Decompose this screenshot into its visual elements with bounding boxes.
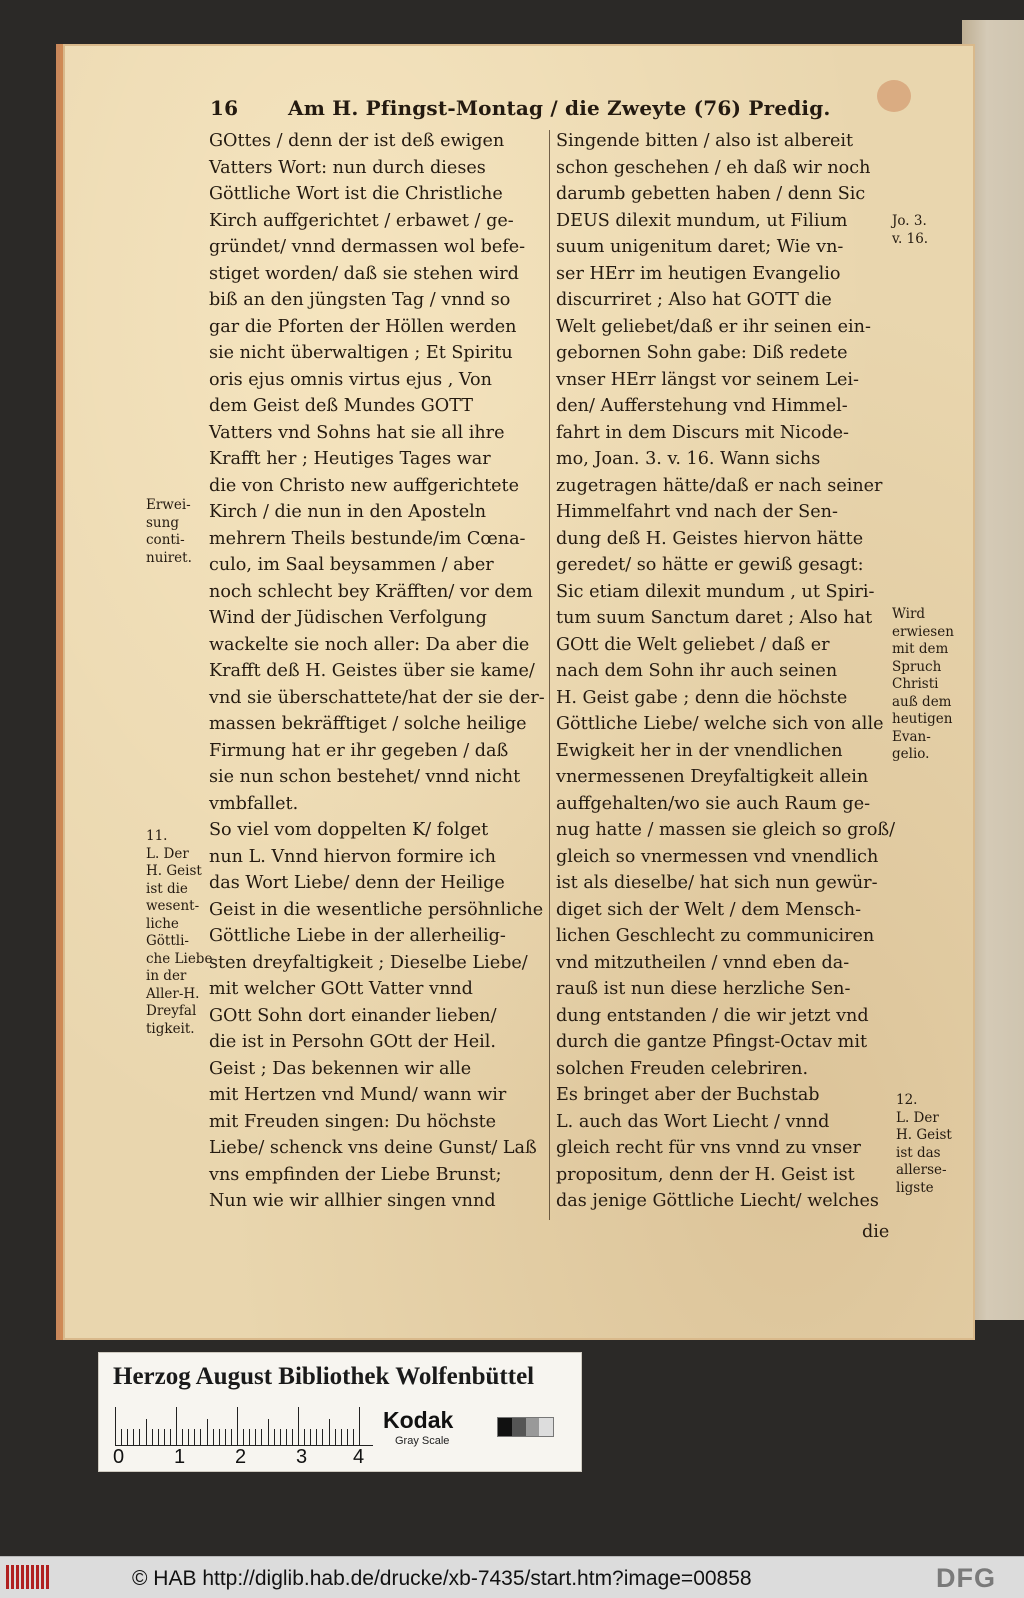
margin-note-line: erwiesen bbox=[892, 623, 954, 640]
text-line: GOtt die Welt geliebet / daß er bbox=[556, 634, 830, 655]
ruler-tick bbox=[231, 1429, 232, 1445]
text-line: fahrt in dem Discurs mit Nicode- bbox=[556, 422, 849, 443]
footer-bar bbox=[0, 1556, 1024, 1598]
text-line: Kirch auffgerichtet / erbawet / ge- bbox=[209, 210, 514, 231]
text-line: suum unigenitum daret; Wie vn- bbox=[556, 237, 844, 257]
text-line: vnermessenen Dreyfaltigkeit allein bbox=[556, 767, 869, 787]
text-line: Wind der Jüdischen Verfolgung bbox=[209, 608, 487, 628]
text-line: durch die gantze Pfingst-Octav mit bbox=[556, 1032, 868, 1052]
margin-note-line: Evan- bbox=[892, 728, 931, 745]
text-line: Kirch / die nun in den Aposteln bbox=[209, 502, 487, 522]
ruler-tick bbox=[292, 1429, 293, 1445]
text-line: gar die Pforten der Höllen werden bbox=[209, 316, 517, 337]
ruler-number: 1 bbox=[174, 1446, 186, 1468]
margin-note-line: Dreyfal bbox=[146, 1003, 197, 1019]
ruler-tick bbox=[341, 1429, 342, 1445]
text-line: propositum, denn der H. Geist ist bbox=[556, 1164, 855, 1185]
catchword: die bbox=[862, 1222, 890, 1242]
scale-ruler bbox=[115, 1405, 373, 1446]
ruler-tick bbox=[347, 1429, 348, 1445]
text-line: gründet/ vnnd dermassen wol befe- bbox=[209, 237, 526, 257]
margin-note-line: Aller-H. bbox=[146, 985, 200, 1002]
text-line: ist als dieselbe/ hat sich nun gewür- bbox=[556, 873, 878, 893]
ruler-tick bbox=[243, 1429, 244, 1445]
text-line: vnd mitzutheilen / vnnd eben da- bbox=[556, 952, 850, 973]
text-line: das Wort Liebe/ denn der Heilige bbox=[209, 873, 505, 893]
margin-note-line: ligste bbox=[896, 1179, 934, 1196]
text-line: mit welcher GOtt Vatter vnnd bbox=[209, 979, 473, 999]
margin-note-line: auß dem bbox=[892, 693, 952, 710]
text-line: noch schlecht bey Kräfften/ vor dem bbox=[209, 581, 533, 602]
text-line: discurriret ; Also hat GOTT die bbox=[556, 290, 832, 310]
ruler-tick bbox=[170, 1429, 171, 1445]
ruler-tick bbox=[158, 1429, 159, 1445]
text-line: biß an den jüngsten Tag / vnnd so bbox=[209, 290, 511, 310]
text-line: nug hatte / massen sie gleich so groß/ bbox=[556, 820, 896, 840]
margin-note-wird-erwiesen bbox=[892, 606, 954, 764]
text-line: Vatters vnd Sohns hat sie all ihre bbox=[209, 422, 505, 443]
margin-note-line: 12. bbox=[896, 1092, 918, 1108]
text-line: mit Freuden singen: Du höchste bbox=[209, 1111, 497, 1132]
text-line: auffgehalten/wo sie auch Raum ge- bbox=[556, 793, 871, 814]
text-line: Krafft deß H. Geistes über sie kame/ bbox=[209, 661, 535, 681]
margin-note-line: mit dem bbox=[892, 641, 949, 657]
ruler-tick bbox=[194, 1429, 195, 1445]
ruler-number: 4 bbox=[353, 1446, 365, 1468]
text-line: massen bekräfftiget / solche heilige bbox=[209, 714, 527, 734]
text-line: mo, Joan. 3. v. 16. Wann sichs bbox=[556, 449, 821, 469]
ruler-tick bbox=[219, 1429, 220, 1445]
hab-logo-icon bbox=[6, 1565, 49, 1589]
margin-note-line: sung bbox=[146, 514, 179, 531]
ruler-tick bbox=[121, 1429, 122, 1445]
text-line: tum suum Sanctum daret ; Also hat bbox=[556, 608, 873, 628]
ruler-tick bbox=[310, 1429, 311, 1445]
text-line: Himmelfahrt vnd nach der Sen- bbox=[556, 502, 838, 522]
margin-note-line: 11. bbox=[146, 828, 168, 844]
kodak-logo: Kodak bbox=[383, 1407, 454, 1433]
margin-note-erweisung bbox=[146, 497, 192, 567]
ruler-tick bbox=[115, 1407, 116, 1445]
text-line: Göttliche Wort ist die Christliche bbox=[209, 184, 503, 204]
text-line: Sic etiam dilexit mundum , ut Spiri- bbox=[556, 581, 875, 602]
ruler-tick bbox=[207, 1419, 208, 1445]
ruler-tick bbox=[274, 1429, 275, 1445]
text-line: die ist in Persohn GOtt der Heil. bbox=[209, 1032, 496, 1052]
margin-note-line: wesent- bbox=[146, 898, 200, 914]
text-line: gleich recht für vns vnnd zu vnser bbox=[556, 1138, 861, 1158]
text-line: zugetragen hätte/daß er nach seiner bbox=[556, 475, 883, 496]
text-line: wackelte sie noch aller: Da aber die bbox=[209, 634, 530, 655]
text-line: vnd sie überschattete/hat der sie der- bbox=[209, 687, 545, 708]
text-line: DEUS dilexit mundum, ut Filium bbox=[556, 210, 848, 231]
ruler-tick bbox=[249, 1429, 250, 1445]
text-line: Firmung hat er ihr gegeben / daß bbox=[209, 740, 509, 761]
margin-note-line: allerse- bbox=[896, 1162, 947, 1178]
ruler-tick bbox=[127, 1429, 128, 1445]
ruler-tick bbox=[335, 1429, 336, 1445]
margin-note-line: tigkeit. bbox=[146, 1020, 195, 1037]
ruler-tick bbox=[139, 1429, 140, 1445]
text-line: mit Hertzen vnd Mund/ wann wir bbox=[209, 1085, 507, 1105]
column-rule bbox=[549, 130, 550, 1220]
margin-note-section-11 bbox=[146, 828, 212, 1038]
margin-note-line: H. Geist bbox=[896, 1127, 952, 1143]
text-line: den/ Aufferstehung vnd Himmel- bbox=[556, 396, 848, 416]
text-line: Geist ; Das bekennen wir alle bbox=[209, 1058, 472, 1079]
text-line: ser HErr im heutigen Evangelio bbox=[556, 263, 841, 284]
library-name: Herzog August Bibliothek Wolfenbüttel bbox=[113, 1363, 535, 1390]
ruler-tick bbox=[353, 1429, 354, 1445]
ruler-number: 3 bbox=[296, 1446, 308, 1468]
library-plaque bbox=[98, 1352, 582, 1472]
ruler-tick bbox=[237, 1407, 238, 1445]
text-line: darumb gebetten haben / denn Sic bbox=[556, 184, 866, 204]
margin-note-line: ist die bbox=[146, 880, 188, 897]
ruler-tick bbox=[188, 1429, 189, 1445]
text-line: Vatters Wort: nun durch dieses bbox=[209, 157, 486, 178]
text-line: nach dem Sohn ihr auch seinen bbox=[556, 661, 838, 681]
ruler-tick bbox=[213, 1429, 214, 1445]
text-line: dung deß H. Geistes hiervon hätte bbox=[556, 528, 864, 549]
running-head-title: Am H. Pfingst-Montag / die Zweyte (76) Predig. bbox=[288, 96, 831, 120]
ruler-tick bbox=[329, 1419, 330, 1445]
ruler-tick bbox=[268, 1419, 269, 1445]
ruler-tick bbox=[261, 1429, 262, 1445]
text-line: stiget worden/ daß sie stehen wird bbox=[209, 263, 519, 284]
ruler-tick bbox=[316, 1429, 317, 1445]
margin-note-line: Wird bbox=[892, 606, 926, 622]
ruler-tick bbox=[298, 1407, 299, 1445]
margin-note-line: L. Der bbox=[896, 1109, 939, 1126]
text-line: solchen Freuden celebriren. bbox=[556, 1058, 809, 1079]
text-line: oris ejus omnis virtus ejus , Von bbox=[209, 369, 492, 390]
running-head bbox=[210, 96, 890, 126]
text-line: diget sich der Welt / dem Mensch- bbox=[556, 899, 862, 920]
page-number: 16 bbox=[210, 96, 239, 120]
text-line: dung entstanden / die wir jetzt vnd bbox=[556, 1005, 869, 1026]
text-line: Es bringet aber der Buchstab bbox=[556, 1085, 820, 1105]
ruler-tick bbox=[359, 1407, 360, 1445]
text-line: die von Christo new auffgerichtete bbox=[209, 475, 520, 496]
text-line: schon geschehen / eh daß wir noch bbox=[556, 157, 871, 178]
text-line: mehrern Theils bestunde/im Cœna- bbox=[209, 528, 526, 549]
ruler-tick bbox=[200, 1429, 201, 1445]
margin-note-line: heutigen bbox=[892, 711, 953, 727]
text-line: Ewigkeit her in der vnendlichen bbox=[556, 740, 843, 761]
margin-note-line: v. 16. bbox=[892, 230, 929, 247]
text-line: Singende bitten / also ist albereit bbox=[556, 131, 854, 151]
ruler-tick bbox=[255, 1429, 256, 1445]
text-line: dem Geist deß Mundes GOTT bbox=[209, 396, 474, 416]
margin-note-line: gelio. bbox=[892, 746, 930, 762]
gray-scale-patches bbox=[497, 1417, 554, 1437]
ruler-tick bbox=[152, 1429, 153, 1445]
text-line: vns empfinden der Liebe Brunst; bbox=[209, 1164, 502, 1185]
text-line: das jenige Göttliche Liecht/ welches bbox=[556, 1191, 879, 1211]
text-line: lichen Geschlecht zu communiciren bbox=[556, 926, 875, 946]
text-line: culo, im Saal beysammen / aber bbox=[209, 555, 494, 575]
text-line: vnser HErr längst vor seinem Lei- bbox=[556, 369, 860, 390]
right-text-column bbox=[556, 128, 896, 1215]
margin-note-line: che Liebe bbox=[146, 950, 213, 967]
text-line: Göttliche Liebe in der allerheilig- bbox=[209, 926, 506, 946]
ruler-tick bbox=[280, 1429, 281, 1445]
text-line: Welt geliebet/daß er ihr seinen ein- bbox=[556, 316, 871, 337]
ruler-tick bbox=[182, 1429, 183, 1445]
text-line: gebornen Sohn gabe: Diß redete bbox=[556, 343, 848, 363]
text-line: gleich so vnermessen vnd vnendlich bbox=[556, 846, 879, 867]
margin-note-line: in der bbox=[146, 968, 187, 984]
margin-note-scripture-ref bbox=[892, 213, 928, 248]
text-line: sie nun schon bestehet/ vnnd nicht bbox=[209, 767, 521, 787]
ruler-tick bbox=[146, 1419, 147, 1445]
ruler-tick bbox=[176, 1407, 177, 1445]
ruler-number: 0 bbox=[113, 1446, 125, 1468]
ruler-tick bbox=[286, 1429, 287, 1445]
dfg-logo: DFG bbox=[936, 1563, 996, 1593]
text-line: L. auch das Wort Liecht / vnnd bbox=[556, 1111, 830, 1132]
text-line: Nun wie wir allhier singen vnnd bbox=[209, 1191, 496, 1211]
text-line: nun L. Vnnd hiervon formire ich bbox=[209, 846, 496, 867]
text-line: sten dreyfaltigkeit ; Dieselbe Liebe/ bbox=[209, 952, 528, 973]
margin-note-line: nuiret. bbox=[146, 549, 192, 566]
footer-citation-link[interactable]: © HAB http://diglib.hab.de/drucke/xb-7435/start.htm?image=00858 bbox=[132, 1567, 752, 1590]
text-line: GOttes / denn der ist deß ewigen bbox=[209, 131, 505, 151]
margin-note-section-12 bbox=[896, 1092, 952, 1197]
text-line: rauß ist nun diese herzliche Sen- bbox=[556, 979, 851, 999]
ruler-tick bbox=[164, 1429, 165, 1445]
margin-note-line: L. Der bbox=[146, 845, 189, 862]
margin-note-line: conti- bbox=[146, 532, 185, 548]
margin-note-line: Göttli- bbox=[146, 933, 189, 949]
text-line: Göttliche Liebe/ welche sich von alle bbox=[556, 714, 884, 734]
left-text-column bbox=[209, 128, 549, 1215]
margin-note-line: ist das bbox=[896, 1144, 941, 1161]
margin-note-line: Spruch bbox=[892, 658, 942, 675]
ruler-tick bbox=[322, 1429, 323, 1445]
text-line: geredet/ so hätte er gewiß gesagt: bbox=[556, 555, 864, 575]
margin-note-line: liche bbox=[146, 915, 179, 932]
margin-note-line: Jo. 3. bbox=[892, 213, 927, 229]
ruler-tick bbox=[225, 1429, 226, 1445]
text-line: vmbfallet. bbox=[209, 793, 299, 814]
text-line: GOtt Sohn dort einander lieben/ bbox=[209, 1005, 497, 1026]
ruler-tick bbox=[133, 1429, 134, 1445]
margin-note-line: H. Geist bbox=[146, 863, 202, 879]
text-line: Liebe/ schenck vns deine Gunst/ Laß bbox=[209, 1138, 537, 1158]
text-line: So viel vom doppelten K/ folget bbox=[209, 820, 489, 840]
text-line: Krafft her ; Heutiges Tages war bbox=[209, 449, 491, 469]
ruler-tick bbox=[304, 1429, 305, 1445]
margin-note-line: Christi bbox=[892, 676, 939, 692]
text-line: H. Geist gabe ; denn die höchste bbox=[556, 687, 848, 708]
text-line: sie nicht überwaltigen ; Et Spiritu bbox=[209, 343, 513, 363]
text-line: Geist in die wesentliche persöhnliche bbox=[209, 899, 544, 920]
ruler-number: 2 bbox=[235, 1446, 247, 1468]
margin-note-line: Erwei- bbox=[146, 497, 191, 513]
kodak-subtitle: Gray Scale bbox=[395, 1435, 450, 1447]
